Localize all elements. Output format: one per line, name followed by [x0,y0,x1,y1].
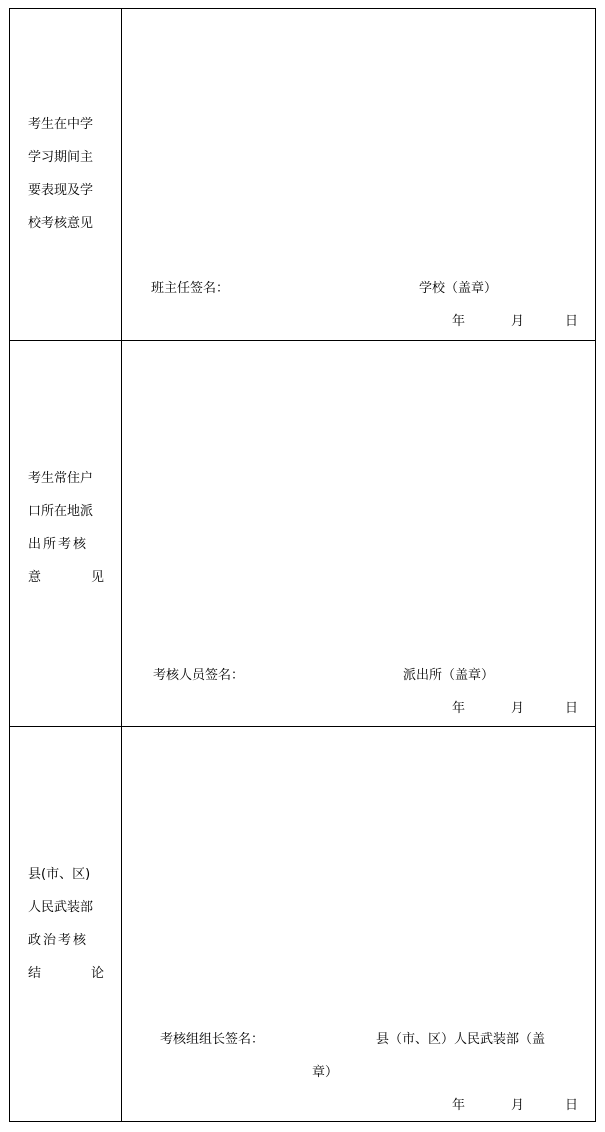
label-line [28,924,104,957]
content-cell-armed-forces-review[interactable] [122,727,595,1121]
label-line: 学习期间主 [28,150,94,165]
label-line: 口所在地派 [28,504,94,519]
label-line: 校考核意见 [28,216,94,231]
label-char: 论 [90,966,104,981]
date-year-label: 年 [452,314,466,329]
date-year-label: 年 [452,701,466,716]
label-line: 考生常住户 [28,471,94,486]
label-char: 政治考核 [28,933,89,948]
date-line [435,1098,595,1114]
label-char: 结 [28,966,42,981]
armed-forces-stamp-label-continued: 章） [312,1065,339,1080]
armed-forces-stamp-label: 县（市、区）人民武装部（盖 [376,1032,546,1047]
date-day-label: 日 [565,1098,579,1113]
date-day-label: 日 [565,314,579,329]
police-station-stamp-label: 派出所（盖章） [403,668,495,683]
team-leader-signature-label: 考核组组长签名： [160,1032,265,1047]
date-month-label: 月 [511,701,525,716]
date-line [435,314,595,330]
label-line [28,528,104,561]
content-cell-police-review[interactable] [122,341,595,726]
section-police-review [10,340,595,726]
school-stamp-label: 学校（盖章） [419,281,498,296]
date-year-label: 年 [452,1098,466,1113]
label-char: 见 [90,570,104,585]
review-form-table [9,8,596,1122]
date-month-label: 月 [511,1098,525,1113]
label-line: 考生在中学 [28,117,94,132]
label-cell-school-review [10,9,122,340]
date-day-label: 日 [565,701,579,716]
class-teacher-signature-label: 班主任签名： [151,281,230,296]
label-char: 意 [28,570,42,585]
date-month-label: 月 [511,314,525,329]
label-cell-police-review [10,341,122,726]
label-line-justified [28,957,104,990]
label-line-justified [28,561,104,594]
label-cell-armed-forces-review [10,727,122,1121]
date-line [435,701,595,717]
section-armed-forces-review [10,726,595,1121]
reviewer-signature-label: 考核人员签名： [153,668,245,683]
label-line: 县(市、区) [28,867,91,882]
label-char: 出所考核 [28,537,89,552]
label-line: 要表现及学 [28,183,94,198]
label-line: 人民武装部 [28,900,94,915]
section-school-review [10,9,595,340]
content-cell-school-review[interactable] [122,9,595,340]
